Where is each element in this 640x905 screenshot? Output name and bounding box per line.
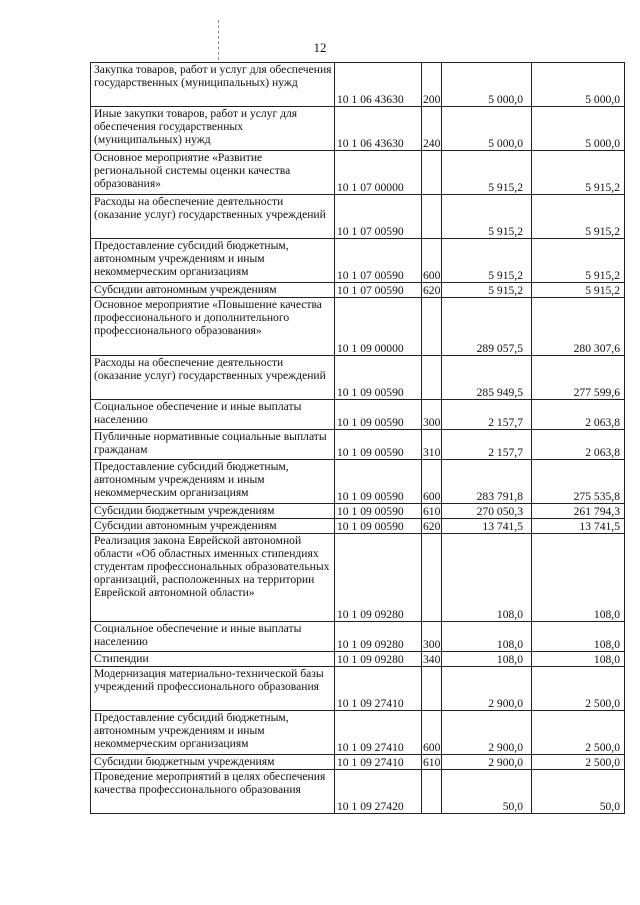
row-sum2-cell: 108,0 <box>532 534 625 622</box>
row-vr-cell: 300 <box>422 400 442 430</box>
row-name-cell: Модернизация материально-технической базы учреждений профессионального образования <box>91 667 335 711</box>
row-code-cell: 10 1 09 00590 <box>335 400 422 430</box>
row-sum1-cell: 108,0 <box>442 534 532 622</box>
row-name-cell: Основное мероприятие «Повышение качества профессионального и дополнительного профессионального образования» <box>91 298 335 356</box>
row-code-cell: 10 1 09 27410 <box>335 755 422 770</box>
table-row <box>91 504 625 519</box>
table-row <box>91 400 625 430</box>
row-sum1-cell: 5 000,0 <box>442 107 532 151</box>
row-name-cell: Реализация закона Еврейской автономной области «Об областных именных стипендиях студентам профессиональных образовательных организаций, расположенных на территории Еврейской автономной области» <box>91 534 335 622</box>
row-code-cell: 10 1 09 00000 <box>335 298 422 356</box>
row-vr-cell: 300 <box>422 622 442 652</box>
table-row <box>91 534 625 622</box>
row-vr-cell <box>422 151 442 195</box>
row-vr-cell: 340 <box>423 653 441 666</box>
row-name-cell: Субсидии бюджетным учреждениям <box>91 755 335 770</box>
row-sum2-cell: 261 794,3 <box>532 504 625 519</box>
row-sum1-cell: 5 915,2 <box>442 151 532 195</box>
row-name-cell: Основное мероприятие «Развитие региональной системы оценки качества образования» <box>91 151 335 195</box>
row-sum1-cell: 270 050,3 <box>442 504 532 519</box>
row-name-cell: Субсидии бюджетным учреждениям <box>91 504 335 519</box>
row-code-cell: 10 1 07 00590 <box>335 195 422 239</box>
budget-table <box>90 62 625 814</box>
row-sum1-cell: 283 791,8 <box>442 460 532 504</box>
row-sum2-cell: 108,0 <box>532 652 625 667</box>
page-number: 12 <box>313 40 327 55</box>
table-row <box>91 239 625 283</box>
row-vr-cell <box>422 298 442 356</box>
row-sum2-cell: 280 307,6 <box>532 298 625 356</box>
row-name-cell: Предоставление субсидий бюджетным, автономным учреждениям и иным некоммерческим организациям <box>91 711 335 755</box>
row-code-cell: 10 1 09 09280 <box>335 534 422 622</box>
table-row <box>91 107 625 151</box>
row-sum1-cell: 5 915,2 <box>442 283 532 298</box>
row-sum2-cell: 5 000,0 <box>532 63 625 107</box>
row-sum2-cell: 13 741,5 <box>532 519 625 534</box>
row-vr-cell <box>422 356 442 400</box>
row-name-cell: Стипендии <box>91 652 335 667</box>
row-code-cell: 10 1 06 43630 <box>335 107 422 151</box>
row-sum2-cell: 5 915,2 <box>532 239 625 283</box>
row-sum1-cell: 13 741,5 <box>442 519 532 534</box>
row-sum2-cell: 5 000,0 <box>532 107 625 151</box>
row-code-cell: 10 1 09 09280 <box>335 652 422 667</box>
budget-table-body <box>91 63 625 814</box>
table-row <box>91 195 625 239</box>
row-sum2-cell: 5 915,2 <box>532 283 625 298</box>
row-name-cell: Предоставление субсидий бюджетным, автономным учреждениям и иным некоммерческим организациям <box>91 460 335 504</box>
row-sum2-cell: 2 500,0 <box>532 711 625 755</box>
row-name-cell: Предоставление субсидий бюджетным, автономным учреждениям и иным некоммерческим организациям <box>91 239 335 283</box>
row-sum2-cell: 108,0 <box>532 622 625 652</box>
row-code-cell: 10 1 07 00590 <box>335 283 422 298</box>
row-vr-cell: 200 <box>422 63 442 107</box>
row-name-cell: Субсидии автономным учреждениям <box>91 519 335 534</box>
row-vr-cell: 600 <box>422 711 442 755</box>
table-row <box>91 755 625 770</box>
row-code-cell: 10 1 09 27410 <box>335 711 422 755</box>
row-sum2-cell: 2 063,8 <box>532 430 625 460</box>
row-vr-cell: 610 <box>423 756 441 769</box>
table-row <box>91 460 625 504</box>
row-name-cell: Иные закупки товаров, работ и услуг для обеспечения государственных (муниципальных) нужд <box>91 107 335 151</box>
row-name-cell: Проведение мероприятий в целях обеспечения качества профессионального образования <box>91 770 335 814</box>
row-code-cell: 10 1 09 00590 <box>335 356 422 400</box>
row-vr-cell: 240 <box>422 107 442 151</box>
table-row <box>91 298 625 356</box>
row-sum1-cell: 5 000,0 <box>442 63 532 107</box>
row-sum1-cell: 285 949,5 <box>442 356 532 400</box>
row-code-cell: 10 1 09 27410 <box>335 667 422 711</box>
row-code-cell: 10 1 09 00590 <box>335 430 422 460</box>
table-row <box>91 63 625 107</box>
row-vr-cell <box>422 534 442 622</box>
row-sum2-cell: 5 915,2 <box>532 195 625 239</box>
row-sum2-cell: 2 500,0 <box>532 755 625 770</box>
row-vr-cell: 610 <box>423 505 441 518</box>
row-sum2-cell: 5 915,2 <box>532 151 625 195</box>
row-vr-cell <box>422 195 442 239</box>
row-code-cell: 10 1 09 00590 <box>335 460 422 504</box>
row-vr-cell: 310 <box>422 430 442 460</box>
row-sum1-cell: 289 057,5 <box>442 298 532 356</box>
row-name-cell: Расходы на обеспечение деятельности (оказание услуг) государственных учреждений <box>91 356 335 400</box>
table-row <box>91 283 625 298</box>
table-row <box>91 151 625 195</box>
row-vr-cell <box>422 667 442 711</box>
row-name-cell: Расходы на обеспечение деятельности (оказание услуг) государственных учреждений <box>91 195 335 239</box>
row-code-cell: 10 1 09 09280 <box>335 622 422 652</box>
row-name-cell: Закупка товаров, работ и услуг для обеспечения государственных (муниципальных) нужд <box>91 63 335 107</box>
row-code-cell: 10 1 07 00000 <box>335 151 422 195</box>
row-sum1-cell: 50,0 <box>442 770 532 814</box>
row-code-cell: 10 1 09 27420 <box>335 770 422 814</box>
row-sum1-cell: 2 900,0 <box>442 667 532 711</box>
table-row <box>91 652 625 667</box>
table-row <box>91 667 625 711</box>
row-vr-cell: 600 <box>422 460 442 504</box>
row-vr-cell: 620 <box>423 520 441 533</box>
row-sum1-cell: 5 915,2 <box>442 195 532 239</box>
row-name-cell: Публичные нормативные социальные выплаты гражданам <box>91 430 335 460</box>
table-row <box>91 622 625 652</box>
row-sum1-cell: 108,0 <box>442 622 532 652</box>
row-sum1-cell: 2 900,0 <box>442 711 532 755</box>
row-sum1-cell: 2 157,7 <box>442 400 532 430</box>
table-row <box>91 711 625 755</box>
row-name-cell: Социальное обеспечение и иные выплаты населению <box>91 400 335 430</box>
row-sum2-cell: 275 535,8 <box>532 460 625 504</box>
table-row <box>91 430 625 460</box>
table-row <box>91 356 625 400</box>
table-row <box>91 770 625 814</box>
row-vr-cell: 600 <box>422 239 442 283</box>
row-code-cell: 10 1 09 00590 <box>335 519 422 534</box>
row-sum2-cell: 50,0 <box>532 770 625 814</box>
row-sum1-cell: 2 157,7 <box>442 430 532 460</box>
row-vr-cell: 620 <box>423 284 441 297</box>
row-name-cell: Социальное обеспечение и иные выплаты населению <box>91 622 335 652</box>
row-sum1-cell: 5 915,2 <box>442 239 532 283</box>
row-name-cell: Субсидии автономным учреждениям <box>91 283 335 298</box>
row-sum2-cell: 2 063,8 <box>532 400 625 430</box>
row-code-cell: 10 1 07 00590 <box>335 239 422 283</box>
row-code-cell: 10 1 09 00590 <box>335 504 422 519</box>
row-sum2-cell: 277 599,6 <box>532 356 625 400</box>
row-sum2-cell: 2 500,0 <box>532 667 625 711</box>
table-row <box>91 519 625 534</box>
row-sum1-cell: 2 900,0 <box>442 755 532 770</box>
row-vr-cell <box>422 770 442 814</box>
row-code-cell: 10 1 06 43630 <box>335 63 422 107</box>
row-sum1-cell: 108,0 <box>442 652 532 667</box>
